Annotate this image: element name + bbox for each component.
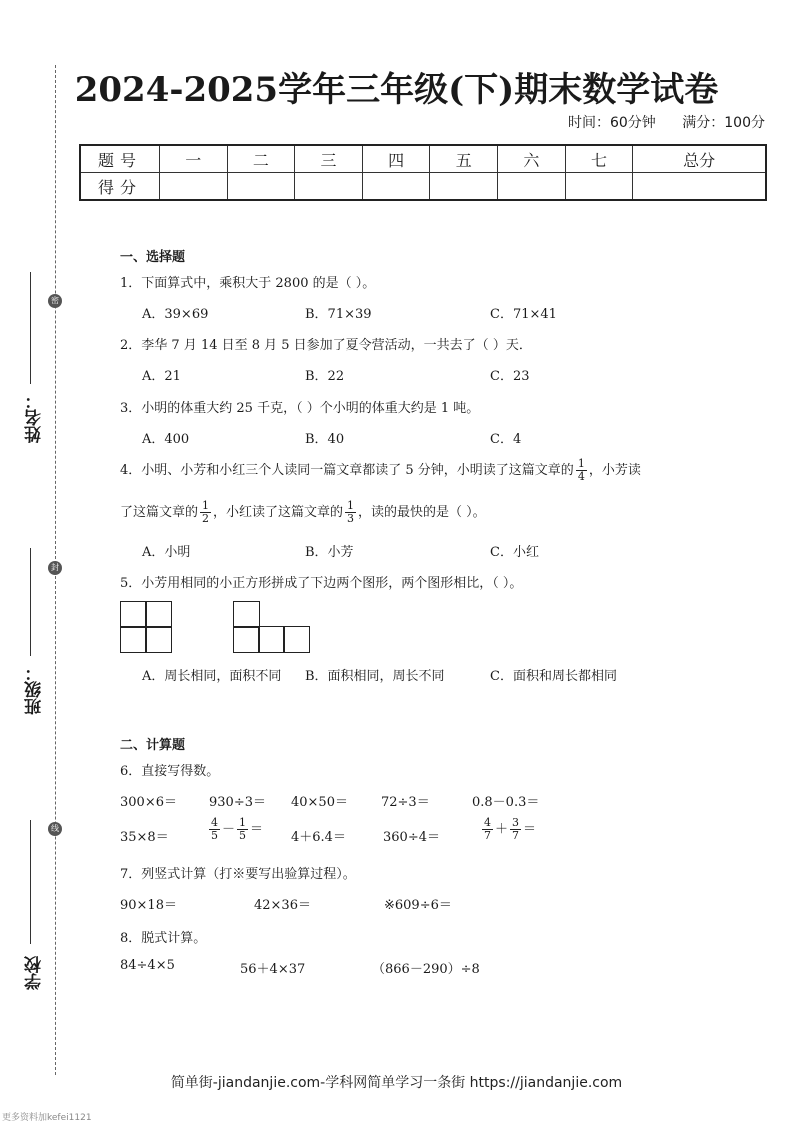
fraction-one-quarter: $\frac{1}{4}$ (577, 457, 585, 483)
seal-mi: 密 (48, 294, 62, 308)
square-cell (258, 626, 285, 653)
q1-option-a: A．39×69 (142, 307, 209, 322)
square-cell (120, 626, 147, 653)
score-table-col: 五 (430, 145, 498, 173)
fraction-one-third: $\frac{1}{3}$ (347, 499, 355, 525)
school-label: 学校 (25, 956, 45, 990)
q4-option-c: C．小红 (490, 545, 539, 560)
score-cell[interactable] (633, 173, 766, 201)
score-table (79, 144, 767, 201)
class-label: 班级： (25, 664, 45, 715)
q2-option-c: C．23 (490, 369, 530, 384)
question-4-line2: 了这篇文章的 $\frac{1}{2}$ ，小红读了这篇文章的 $\frac{1}{3}$ ，读的最快的是（ ）。 (120, 499, 486, 525)
name-blank-line (30, 272, 31, 384)
score-table-col: 六 (498, 145, 566, 173)
calc-item: 360÷4＝ (383, 830, 440, 845)
q3-option-c: C．4 (490, 432, 522, 447)
q3-option-b: B．40 (305, 432, 345, 447)
score-cell[interactable] (362, 173, 430, 201)
score-table-col: 七 (565, 145, 633, 173)
square-cell (233, 601, 260, 628)
score-cell[interactable] (498, 173, 566, 201)
vertical-calc-item: ※609÷6＝ (384, 898, 452, 913)
question-6: 6．直接写得数。 (120, 764, 220, 779)
score-table-row-label: 题号 (80, 145, 160, 173)
square-cell (120, 601, 147, 628)
score-table-col: 四 (362, 145, 430, 173)
score-table-row-label: 得分 (80, 173, 160, 201)
school-blank-line (30, 820, 31, 944)
calc-item: 4＋6.4＝ (291, 830, 346, 845)
calc-item: 300×6＝ (120, 795, 177, 810)
q4-option-b: B．小芳 (305, 545, 354, 560)
exam-meta (546, 112, 765, 132)
stepwise-calc-item: 84÷4×5 (120, 958, 175, 973)
question-5: 5．小芳用相同的小正方形拼成了下边两个图形，两个图形相比，（ ）。 (120, 576, 523, 591)
section-calc-title: 二、计算题 (120, 738, 186, 753)
exam-time: 时间：60分钟 (567, 115, 656, 131)
score-cell[interactable] (565, 173, 633, 201)
vertical-calc-item: 42×36＝ (254, 898, 311, 913)
page-title: 2024-2025学年三年级(下)期末数学试卷 (74, 70, 719, 110)
footer-watermark: 简单街-jiandanjie.com-学科网简单学习一条街 https://jiandanjie.com (170, 1075, 623, 1091)
stepwise-calc-item: （866－290）÷8 (372, 962, 480, 977)
score-table-col: 一 (160, 145, 228, 173)
square-cell (145, 601, 172, 628)
seal-xian: 线 (48, 822, 62, 836)
q4-option-a: A．小明 (142, 545, 191, 560)
vertical-calc-item: 90×18＝ (120, 898, 177, 913)
figure-2x2-squares (120, 601, 172, 653)
seal-feng: 封 (48, 561, 62, 575)
score-table-score-row (80, 173, 766, 201)
name-label: 姓名： (25, 392, 45, 443)
question-2: 2．李华 7 月 14 日至 8 月 5 日参加了夏令营活动，一共去了（ ）天． (120, 338, 532, 353)
figure-l-shape-squares (233, 601, 311, 653)
score-table-col: 二 (227, 145, 295, 173)
score-table-col: 总分 (633, 145, 766, 173)
score-table-col: 三 (295, 145, 363, 173)
calc-item: 0.8－0.3＝ (472, 795, 540, 810)
calc-item: 930÷3＝ (209, 795, 266, 810)
score-cell[interactable] (227, 173, 295, 201)
q5-option-b: B．面积相同，周长不同 (305, 669, 445, 684)
score-table-header-row (80, 145, 766, 173)
q1-option-c: C．71×41 (490, 307, 557, 322)
exam-full-score: 满分：100分 (682, 115, 765, 131)
calc-item-fraction: $\frac{4}{7}$ ＋ $\frac{3}{7}$ ＝ (484, 816, 537, 842)
fraction-one-half: $\frac{1}{2}$ (202, 499, 210, 525)
score-cell[interactable] (295, 173, 363, 201)
calc-item-fraction: $\frac{4}{5}$ － $\frac{1}{5}$ ＝ (211, 816, 264, 842)
q2-option-a: A．21 (142, 369, 181, 384)
question-3: 3．小明的体重大约 25 千克，（ ）个小明的体重大约是 1 吨。 (120, 401, 480, 416)
stepwise-calc-item: 56＋4×37 (240, 962, 306, 977)
calc-item: 40×50＝ (291, 795, 348, 810)
question-1: 1．下面算式中，乘积大于 2800 的是（ ）。 (120, 276, 376, 291)
q5-option-c: C．面积和周长都相同 (490, 669, 617, 684)
calc-item: 72÷3＝ (381, 795, 430, 810)
section-choice-title: 一、选择题 (120, 250, 186, 265)
square-cell (233, 626, 260, 653)
square-cell (283, 626, 310, 653)
square-cell (145, 626, 172, 653)
q2-option-b: B．22 (305, 369, 345, 384)
corner-note: 更多资料加kefei1121 (2, 1113, 92, 1123)
score-cell[interactable] (160, 173, 228, 201)
q1-option-b: B．71×39 (305, 307, 372, 322)
q5-option-a: A．周长相同，面积不同 (142, 669, 282, 684)
question-8: 8．脱式计算。 (120, 931, 207, 946)
question-4-line1: 4．小明、小芳和小红三个人读同一篇文章都读了 5 分钟，小明读了这篇文章的 $\frac{1}{4}$ ，小芳读 (120, 457, 641, 483)
score-cell[interactable] (430, 173, 498, 201)
q3-option-a: A．400 (142, 432, 190, 447)
class-blank-line (30, 548, 31, 656)
question-7: 7．列竖式计算（打※要写出验算过程）。 (120, 867, 356, 882)
calc-item: 35×8＝ (120, 830, 169, 845)
